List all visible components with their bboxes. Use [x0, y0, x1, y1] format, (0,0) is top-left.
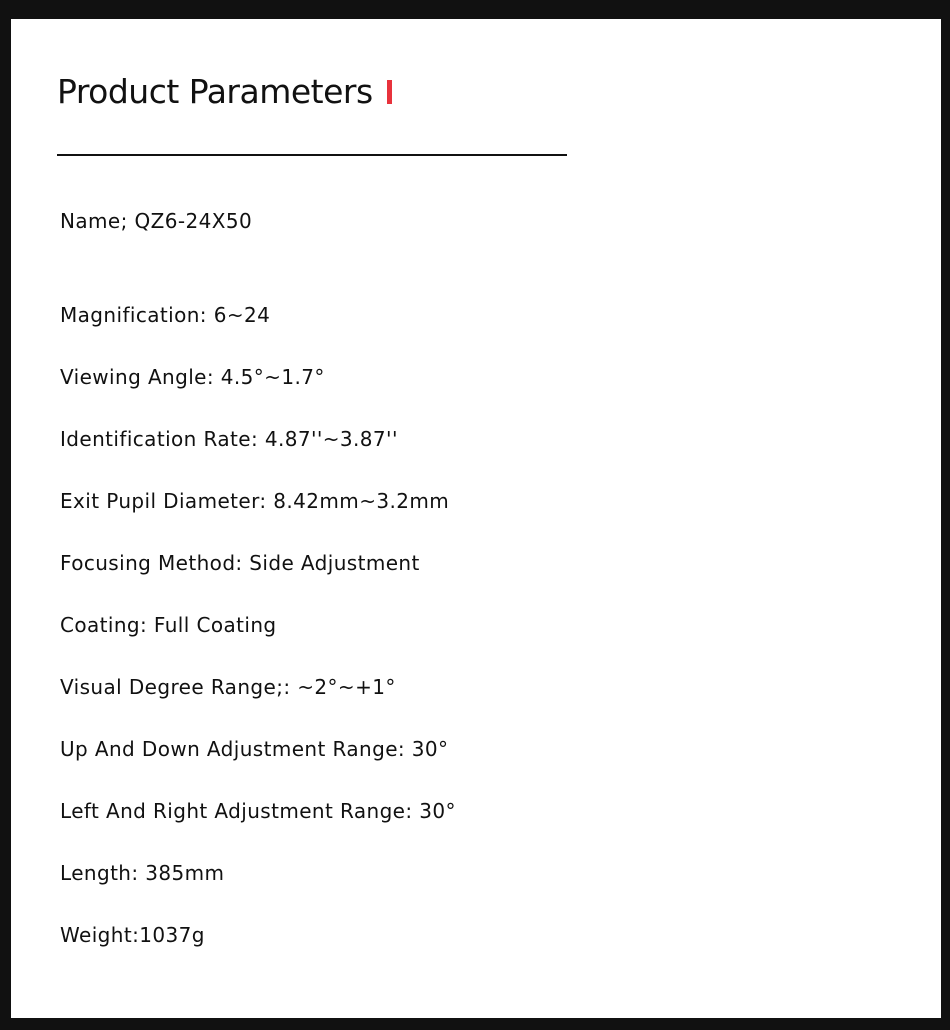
- spec-identification-rate: Identification Rate: 4.87''~3.87'': [60, 427, 398, 451]
- spec-weight: Weight:1037g: [60, 923, 205, 947]
- parameters-panel: [11, 19, 941, 1018]
- spec-left-right-adjustment: Left And Right Adjustment Range: 30°: [60, 799, 456, 823]
- spec-exit-pupil-diameter: Exit Pupil Diameter: 8.42mm~3.2mm: [60, 489, 450, 513]
- spec-length: Length: 385mm: [60, 861, 225, 885]
- page-title: Product Parameters: [57, 71, 373, 111]
- spec-visual-degree-range: Visual Degree Range;: ~2°~+1°: [60, 675, 396, 699]
- spec-viewing-angle: Viewing Angle: 4.5°~1.7°: [60, 365, 325, 389]
- spec-magnification: Magnification: 6~24: [60, 303, 271, 327]
- spec-focusing-method: Focusing Method: Side Adjustment: [60, 551, 420, 575]
- spec-name: Name; QZ6-24X50: [60, 209, 253, 233]
- spec-up-down-adjustment: Up And Down Adjustment Range: 30°: [60, 737, 449, 761]
- spec-coating: Coating: Full Coating: [60, 613, 277, 637]
- spec-list: [60, 19, 920, 1018]
